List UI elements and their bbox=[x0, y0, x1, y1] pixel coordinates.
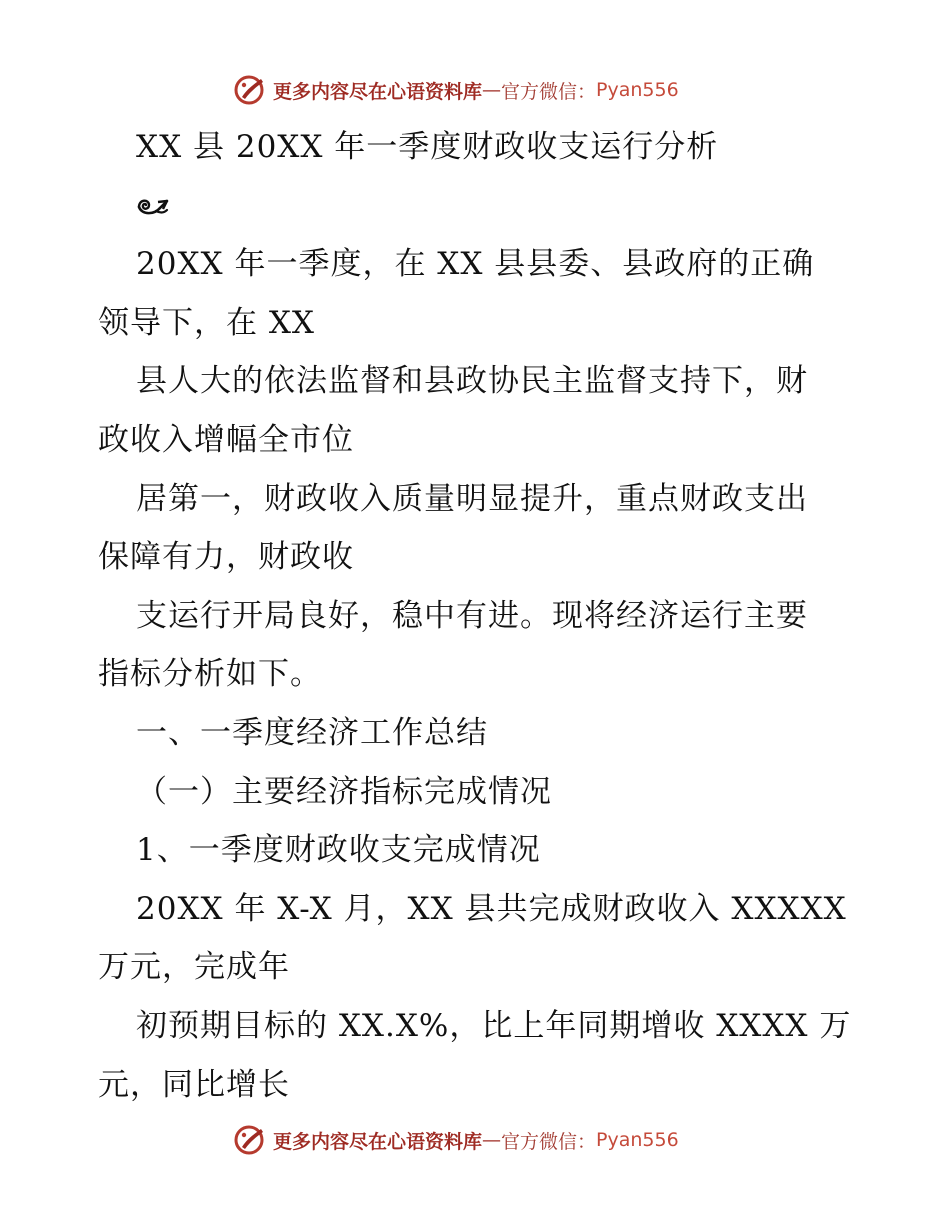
watermark-wechat-id: Pyan556 bbox=[596, 79, 679, 101]
text-line: 1、一季度财政收支完成情况 bbox=[136, 832, 541, 869]
header-watermark bbox=[233, 72, 679, 108]
watermark-lead-text: 更多内容尽在心语资料库 bbox=[273, 1130, 483, 1153]
watermark-dash: — bbox=[482, 79, 502, 101]
text-line: 政收入增幅全市位 bbox=[98, 421, 354, 458]
watermark-wechat-label: 官方微信： bbox=[501, 80, 597, 103]
text-line: 初预期目标的 XX.X%，比上年同期增收 XXXX 万 bbox=[136, 1007, 852, 1044]
footer-watermark bbox=[233, 1122, 679, 1158]
text-line: 领导下，在 XX bbox=[98, 304, 315, 341]
watermark-dash: — bbox=[482, 1129, 502, 1151]
text-line: （一）主要经济指标完成情况 bbox=[136, 773, 552, 810]
text-line: 指标分析如下。 bbox=[98, 656, 322, 693]
brush-logo-icon bbox=[233, 1123, 267, 1157]
text-line: 20XX 年 X-X 月，XX 县共完成财政收入 XXXXX bbox=[136, 890, 847, 927]
ornament-row bbox=[98, 177, 858, 236]
text-line: 20XX 年一季度，在 XX 县县委、县政府的正确 bbox=[136, 246, 815, 283]
fleuron-ornament-icon bbox=[136, 193, 170, 219]
watermark-wechat-label: 官方微信： bbox=[501, 1130, 597, 1153]
brush-logo-icon bbox=[233, 73, 267, 107]
text-line: 万元，完成年 bbox=[98, 949, 290, 986]
paragraph-lines bbox=[98, 235, 858, 1114]
text-line: 县人大的依法监督和县政协民主监督支持下，财 bbox=[136, 363, 808, 400]
text-line: 支运行开局良好，稳中有进。现将经济运行主要 bbox=[136, 597, 808, 634]
text-line: 元，同比增长 bbox=[98, 1066, 290, 1103]
text-line: 一、一季度经济工作总结 bbox=[136, 714, 488, 751]
document-body bbox=[98, 118, 858, 1114]
document-title: XX 县 20XX 年一季度财政收支运行分析 bbox=[136, 129, 719, 165]
text-line: 保障有力，财政收 bbox=[98, 539, 354, 576]
watermark-lead-text: 更多内容尽在心语资料库 bbox=[273, 80, 483, 103]
watermark-wechat-id: Pyan556 bbox=[596, 1129, 679, 1151]
text-line: 居第一，财政收入质量明显提升，重点财政支出 bbox=[136, 480, 808, 517]
